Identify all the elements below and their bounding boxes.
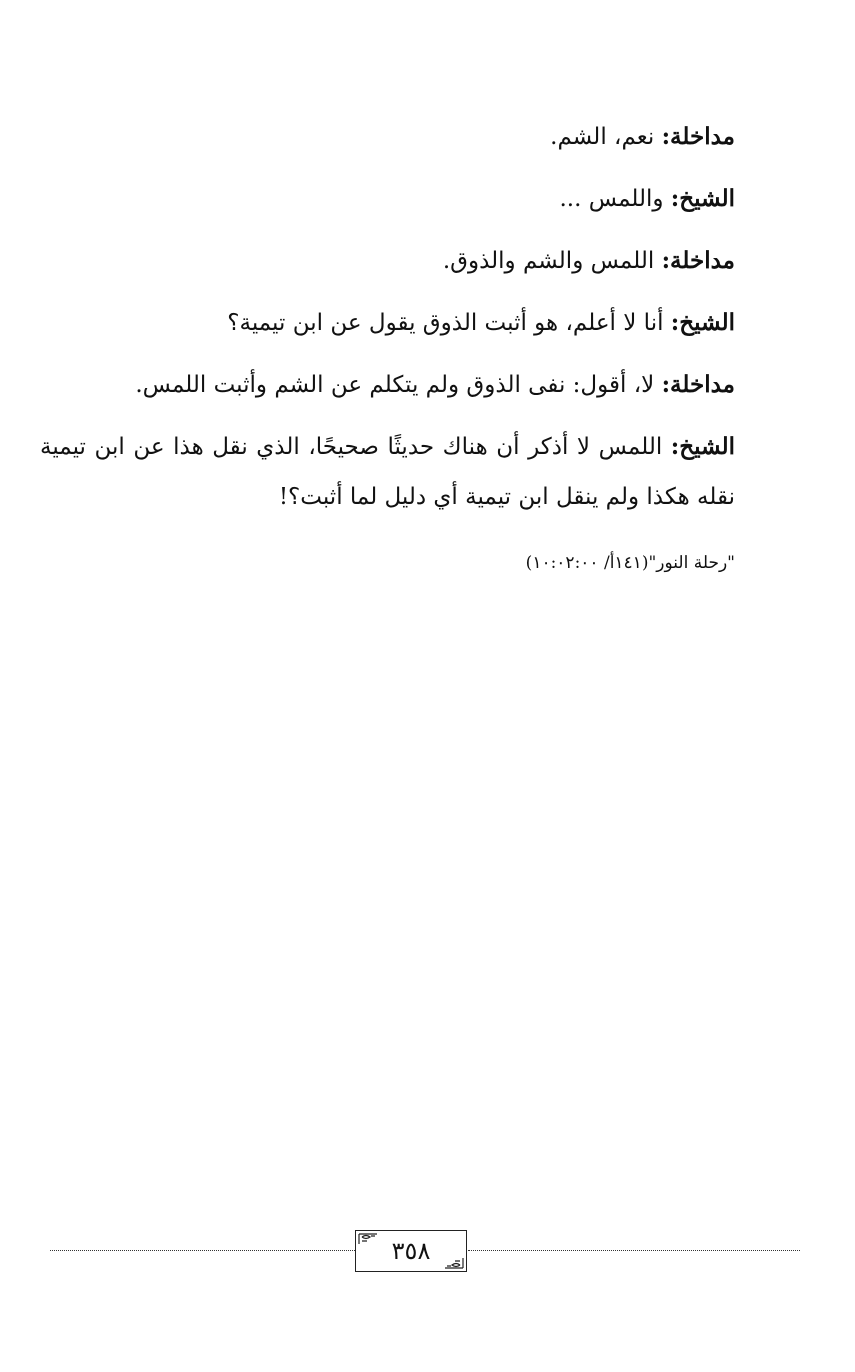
- dotted-rule: [468, 1250, 800, 1251]
- paragraph-text: اللمس والشم والذوق.: [442, 248, 662, 274]
- speaker-label: مداخلة:: [661, 247, 735, 274]
- speaker-label: الشيخ:: [670, 433, 735, 460]
- dialogue-paragraph: [40, 298, 735, 348]
- speaker-label: الشيخ:: [670, 185, 735, 212]
- page-footer: [50, 1228, 800, 1278]
- paragraph-text: نعم، الشم.: [550, 124, 662, 150]
- paragraph-text: أنا لا أعلم، هو أثبت الذوق يقول عن ابن تيمية؟: [227, 310, 671, 336]
- dialogue-paragraph: [40, 236, 735, 286]
- speaker-label: مداخلة:: [661, 371, 735, 398]
- corner-ornament-icon: [358, 1232, 378, 1246]
- paragraph-text: اللمس لا أذكر أن هناك حديثًا صحيحًا، الذي نقل هذا عن ابن تيمية نقله هكذا ولم ينقل ابن تيمية أي دليل لما أثبت؟!: [40, 434, 735, 510]
- corner-ornament-icon: [444, 1256, 464, 1270]
- dialogue-text: [40, 112, 735, 534]
- paragraph-text: لا، أقول: نفى الذوق ولم يتكلم عن الشم وأثبت اللمس.: [135, 372, 662, 398]
- speaker-label: مداخلة:: [661, 123, 735, 150]
- page-number-box: [355, 1230, 467, 1272]
- source-citation: "رحلة النور"(١٤١أ/ ١٠:٠٢:٠٠): [525, 553, 735, 573]
- dialogue-paragraph: [40, 112, 735, 162]
- paragraph-text: واللمس ...: [559, 186, 671, 212]
- dialogue-paragraph: [40, 422, 735, 522]
- dialogue-paragraph: [40, 360, 735, 410]
- speaker-label: الشيخ:: [670, 309, 735, 336]
- dialogue-paragraph: [40, 174, 735, 224]
- dotted-rule: [50, 1250, 355, 1251]
- page-number: ٣٥٨: [391, 1237, 431, 1265]
